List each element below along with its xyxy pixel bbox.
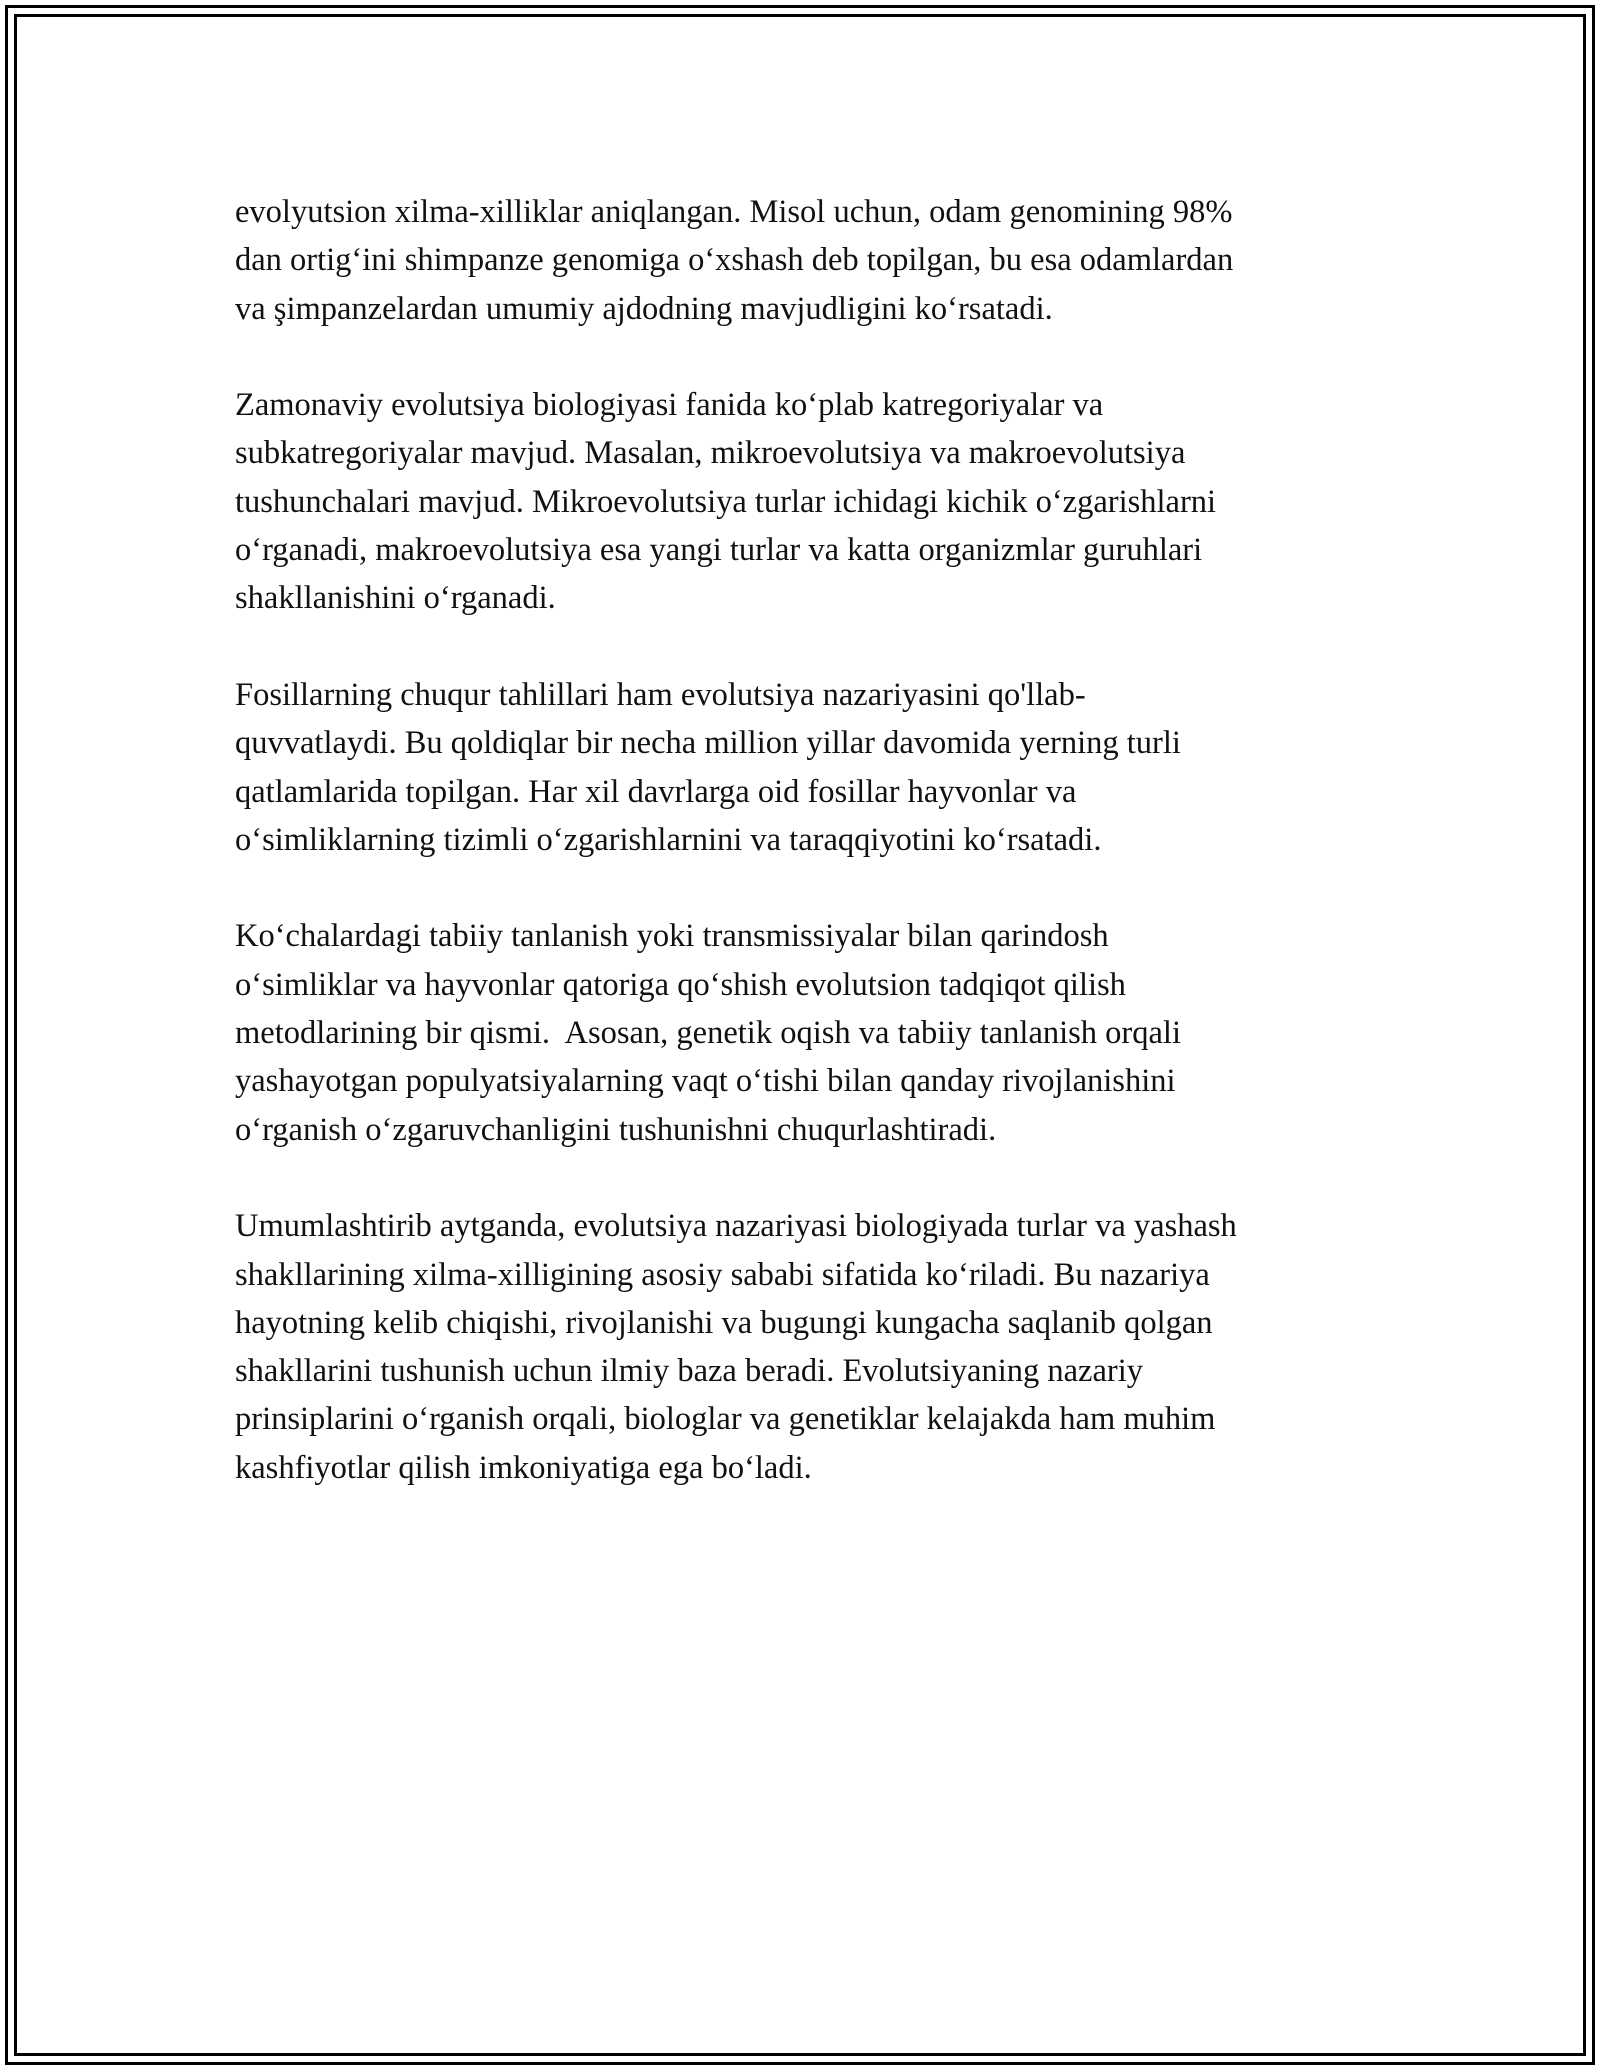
paragraph-conclusion <box>235 1202 1375 1492</box>
text-line: o‘rganadi, makroevolutsiya esa yangi turlar va katta organizmlar guruhlari <box>235 532 1203 569</box>
text-line: o‘rganish o‘zgaruvchanligini tushunishni chuqurlashtiradi. <box>235 1111 997 1148</box>
text-line: dan ortig‘ini shimpanze genomiga o‘xshash deb topilgan, bu esa odamlardan <box>235 242 1234 279</box>
text-line: va şimpanzelardan umumiy ajdodning mavjudligini ko‘rsatadi. <box>235 290 1053 327</box>
paragraph-fossils <box>235 671 1375 864</box>
text-line: yashayotgan populyatsiyalarning vaqt o‘tishi bilan qanday rivojlanishini <box>235 1063 1176 1100</box>
text-line: prinsiplarini o‘rganish orqali, biologlar va genetiklar kelajakda ham muhim <box>235 1401 1216 1438</box>
paragraph-research-methods <box>235 912 1375 1153</box>
paragraph-micro-macro-evolution <box>235 381 1375 622</box>
text-line: tushunchalari mavjud. Mikroevolutsiya turlar ichidagi kichik o‘zgarishlarni <box>235 483 1217 520</box>
text-line: Fosillarning chuqur tahlillari ham evolutsiya nazariyasini qo'llab- <box>235 676 1086 713</box>
text-line: shakllarini tushunish uchun ilmiy baza beradi. Evolutsiyaning nazariy <box>235 1353 1143 1390</box>
text-line: evolyutsion xilma-xilliklar aniqlangan. Misol uchun, odam genomining 98% <box>235 194 1233 230</box>
document-body <box>235 188 1375 1540</box>
paragraph-genome-similarity <box>235 188 1375 333</box>
text-line: Zamonaviy evolutsiya biologiyasi fanida ko‘plab katregoriyalar va <box>235 387 1104 424</box>
text-line: o‘simliklarning tizimli o‘zgarishlarnini va taraqqiyotini ko‘rsatadi. <box>235 821 1102 858</box>
text-line: hayotning kelib chiqishi, rivojlanishi va bugungi kungacha saqlanib qolgan <box>235 1304 1213 1341</box>
text-line: quvvatlaydi. Bu qoldiqlar bir necha million yillar davomida yerning turli <box>235 725 1181 762</box>
text-line: shakllarining xilma-xilligining asosiy sababi sifatida ko‘riladi. Bu nazariya <box>235 1256 1210 1293</box>
text-line: kashfiyotlar qilish imkoniyatiga ega bo‘ladi. <box>235 1449 812 1486</box>
text-line: shakllanishini o‘rganadi. <box>235 580 556 617</box>
text-line: subkatregoriyalar mavjud. Masalan, mikroevolutsiya va makroevolutsiya <box>235 435 1186 472</box>
text-line: o‘simliklar va hayvonlar qatoriga qo‘shish evolutsion tadqiqot qilish <box>235 966 1126 1003</box>
text-line: qatlamlarida topilgan. Har xil davrlarga oid fosillar hayvonlar va <box>235 773 1077 810</box>
text-line: metodlarining bir qismi. Asosan, genetik oqish va tabiiy tanlanish orqali <box>235 1015 1181 1052</box>
text-line: Ko‘chalardagi tabiiy tanlanish yoki transmissiyalar bilan qarindosh <box>235 918 1109 955</box>
text-line: Umumlashtirib aytganda, evolutsiya nazariyasi biologiyada turlar va yashash <box>235 1208 1237 1245</box>
